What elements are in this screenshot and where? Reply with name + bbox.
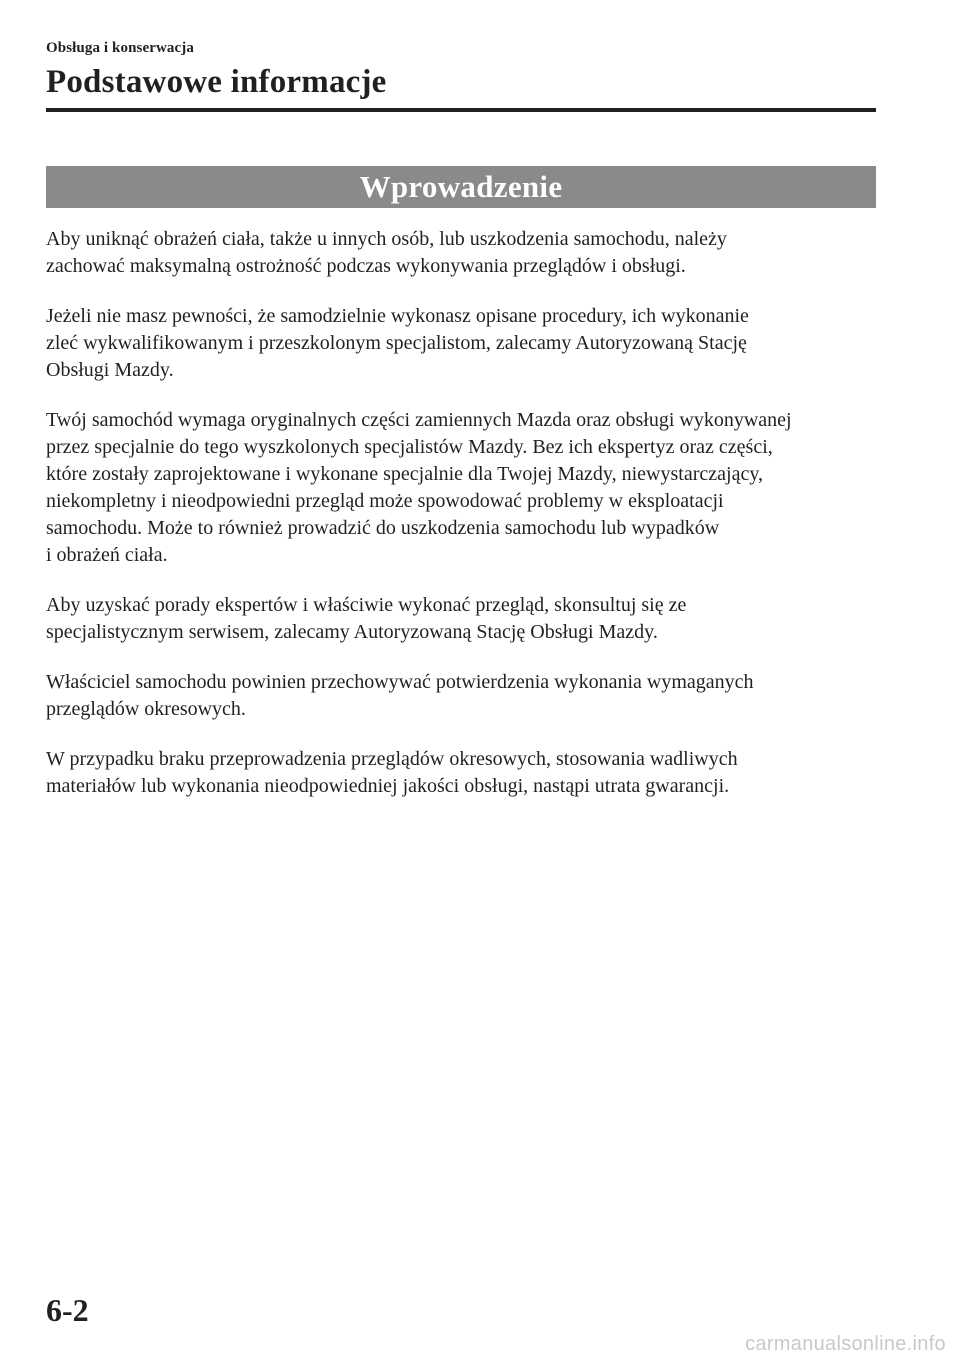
section-label: Obsługa i konserwacja bbox=[46, 40, 194, 56]
watermark: carmanualsonline.info bbox=[745, 1333, 946, 1355]
page-number: 6-2 bbox=[46, 1292, 89, 1328]
title-divider bbox=[46, 108, 876, 112]
section-banner bbox=[46, 166, 876, 208]
paragraph: Właściciel samochodu powinien przechowywać potwierdzenia wykonania wymaganych przeglądów okresowych. bbox=[46, 671, 754, 720]
page-title: Podstawowe informacje bbox=[46, 64, 387, 100]
paragraph: W przypadku braku przeprowadzenia przeglądów okresowych, stosowania wadliwych materiałów lub wykonania nieodpowiedniej jakości obsługi, nastąpi utrata gwarancji. bbox=[46, 748, 738, 797]
body-text bbox=[46, 226, 886, 823]
paragraph: Aby uzyskać porady ekspertów i właściwie wykonać przegląd, skonsultuj się ze specjalistycznym serwisem, zalecamy Autoryzowaną Stację Obsługi Mazdy. bbox=[46, 594, 687, 643]
paragraph: Aby uniknąć obrażeń ciała, także u innych osób, lub uszkodzenia samochodu, należy zachować maksymalną ostrożność podczas wykonywania przeglądów i obsługi. bbox=[46, 228, 727, 277]
banner-title: Wprowadzenie bbox=[359, 169, 563, 204]
paragraph: Twój samochód wymaga oryginalnych części zamiennych Mazda oraz obsługi wykonywanej przez specjalnie do tego wyszkolonych specjalistów Mazdy. Bez ich ekspertyz oraz części, które zostały zaprojektowane i wykonane specjalnie dla Twojej Mazdy, niewystarczający, niekompletny i nieodpowiedni przegląd może spowodować problemy w eksploatacji samochodu. Może to również prowadzić do uszkodzenia samochodu lub wypadków i obrażeń ciała. bbox=[46, 409, 792, 566]
paragraph: Jeżeli nie masz pewności, że samodzielnie wykonasz opisane procedury, ich wykonanie zleć wykwalifikowanym i przeszkolonym specjalistom, zalecamy Autoryzowaną Stację Obsługi Mazdy. bbox=[46, 305, 749, 381]
